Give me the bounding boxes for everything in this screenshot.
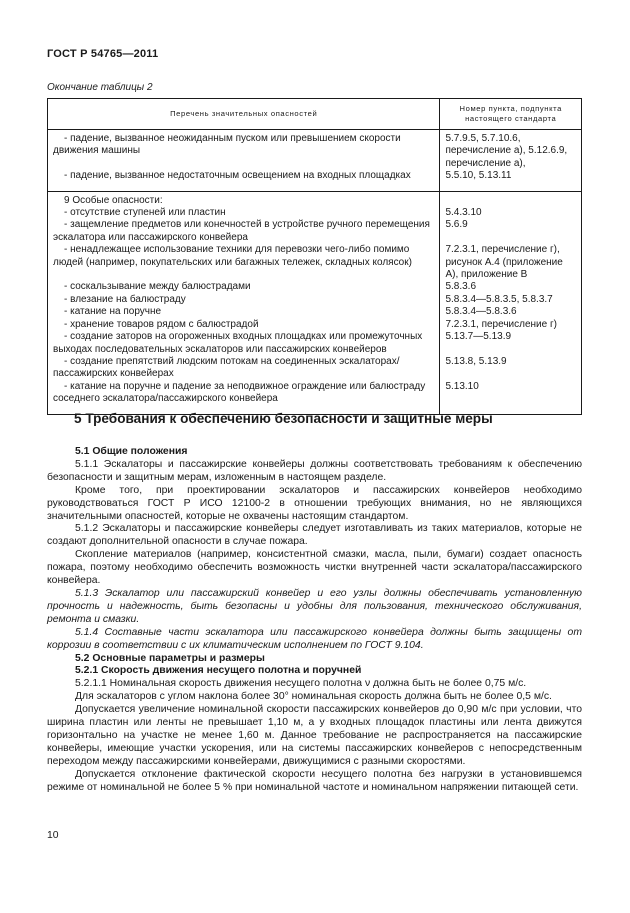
reference-cell: 5.7.9.5, 5.7.10.6, перечисление а), 5.12.6.9, перечисление а), xyxy=(440,130,582,171)
table-row xyxy=(48,331,582,356)
page-number: 10 xyxy=(47,830,59,841)
table-row xyxy=(48,381,582,414)
standard-header: ГОСТ Р 54765—2011 xyxy=(47,48,159,60)
hazard-cell: - отсутствие ступеней или пластин xyxy=(48,207,440,219)
section-title: 5 Требования к обеспечению безопасности и защитные меры xyxy=(74,411,493,426)
hazard-cell: - ненадлежащее использование техники для перевозки чего-либо помимо людей (например, покупательских или багажных тележек, складных колясок) xyxy=(48,244,440,281)
hazard-cell: - катание на поручне xyxy=(48,306,440,318)
table-caption: Окончание таблицы 2 xyxy=(47,82,153,93)
reference-cell: 5.8.3.4—5.8.3.5, 5.8.3.7 xyxy=(440,294,582,306)
table-row xyxy=(48,170,582,191)
table-row xyxy=(48,319,582,331)
table-row xyxy=(48,281,582,293)
reference-cell: 5.4.3.10 xyxy=(440,207,582,219)
section-body xyxy=(47,446,582,794)
table-row xyxy=(48,244,582,281)
paragraph: 5.1.4 Составные части эскалатора или пассажирского конвейера должны быть защищены от коррозии в соответствии с их климатическим исполнением по ГОСТ 9.104. xyxy=(47,626,582,651)
hazards-table xyxy=(47,98,582,415)
reference-cell: 5.5.10, 5.13.11 xyxy=(440,170,582,191)
reference-cell: 5.13.7—5.13.9 xyxy=(440,331,582,356)
paragraph: Кроме того, при проектировании эскалаторов и пассажирских конвейеров необходимо руководствоваться ГОСТ Р ИСО 12100-2 в отношении требующих внимания, но не являющихся значительными опасностей, которые не охвачены настоящим стандартом. xyxy=(47,484,582,522)
paragraph: 5.1 Общие положения xyxy=(75,446,188,457)
hazard-cell: - катание на поручне и падение за неподвижное ограждение или балюстраду соседнего эскалатора/пассажирского конвейера xyxy=(48,381,440,414)
paragraph: 5.2 Основные параметры и размеры xyxy=(75,652,265,664)
hazard-cell: - защемление предметов или конечностей в устройстве ручного перемещения эскалатора или пассажирского конвейера xyxy=(48,219,440,244)
hazard-cell: - создание препятствий людским потокам на соединенных эскалаторах/пассажирских конвейерах xyxy=(48,356,440,381)
reference-cell: 7.2.3.1, перечисление г) xyxy=(440,319,582,331)
paragraph: Скопление материалов (например, консистентной смазки, масла, пыли, бумаги) создает опасность пожара, поэтому необходимо обеспечить возможность чистки внутренней части эскалатора/пассажирского конвейера. xyxy=(47,549,582,587)
column-header-refs: Номер пункта, подпункта настоящего стандарта xyxy=(440,99,582,130)
reference-cell: 5.8.3.4—5.8.3.6 xyxy=(440,306,582,318)
hazard-group-title: 9 Особые опасности: xyxy=(48,191,440,207)
hazard-cell: - падение, вызванное неожиданным пуском или превышением скорости движения машины xyxy=(48,130,440,171)
reference-cell: 5.13.10 xyxy=(440,381,582,414)
reference-cell: 7.2.3.1, перечисление г), рисунок А.4 (приложение А), приложение В xyxy=(440,244,582,281)
hazard-cell: - падение, вызванное недостаточным освещением на входных площадках xyxy=(48,170,440,191)
hazard-cell: - создание заторов на огороженных входных площадках или промежуточных выходах последовательных эскалаторов или пассажирских конвейеров xyxy=(48,331,440,356)
paragraph: 5.1.2 Эскалаторы и пассажирские конвейеры следует изготавливать из таких материалов, которые не создают дополнительной опасности в случае пожара. xyxy=(47,523,582,548)
paragraph: 5.2.1.1 Номинальная скорость движения несущего полотна ν должна быть не более 0,75 м/с. xyxy=(75,678,527,690)
table-row xyxy=(48,356,582,381)
paragraph: Допускается отклонение фактической скорости несущего полотна без нагрузки в установившемся режиме от номинальной не более 5 % при номинальной частоте и номинальном напряжении питающей сети. xyxy=(47,768,582,793)
table-row xyxy=(48,191,582,207)
hazard-cell: - соскальзывание между балюстрадами xyxy=(48,281,440,293)
column-header-hazards: Перечень значительных опасностей xyxy=(48,99,440,130)
table-header-row xyxy=(48,99,582,130)
table-row xyxy=(48,219,582,244)
paragraph: Допускается увеличение номинальной скорости пассажирских конвейеров до 0,90 м/с при условии, что ширина пластин или ленты не превышает 1,10 м, а у входных площадок пластины или лента движутся горизонтально на участке не менее 1,60 м. Данное требование не распространяется на пассажирские конвейеры, имеющие участки ускорения, или на системы пассажирских конвейеров с непосредственным переходом между пассажирскими конвейерами, движущимися с разными скоростями. xyxy=(47,704,582,767)
paragraph: 5.2.1 Скорость движения несущего полотна и поручней xyxy=(75,665,362,677)
table-row xyxy=(48,294,582,306)
paragraph: 5.1.1 Эскалаторы и пассажирские конвейеры должны соответствовать требованиям к обеспечению безопасности и защитным мерам, изложенным в настоящем разделе. xyxy=(47,458,582,483)
hazard-cell: - хранение товаров рядом с балюстрадой xyxy=(48,319,440,331)
table-row xyxy=(48,130,582,171)
reference-cell xyxy=(440,191,582,207)
reference-cell: 5.6.9 xyxy=(440,219,582,244)
table-row xyxy=(48,306,582,318)
reference-cell: 5.8.3.6 xyxy=(440,281,582,293)
hazard-cell: - влезание на балюстраду xyxy=(48,294,440,306)
paragraph: Для эскалаторов с углом наклона более 30° номинальная скорость должна быть не более 0,5 м/с. xyxy=(75,691,552,703)
paragraph: 5.1.3 Эскалатор или пассажирский конвейер и его узлы должны обеспечивать установленную прочность и надежность, быть безопасны и удобны для пользования, технического обслуживания, ремонта и смазки. xyxy=(47,587,582,625)
reference-cell: 5.13.8, 5.13.9 xyxy=(440,356,582,381)
table-row xyxy=(48,207,582,219)
